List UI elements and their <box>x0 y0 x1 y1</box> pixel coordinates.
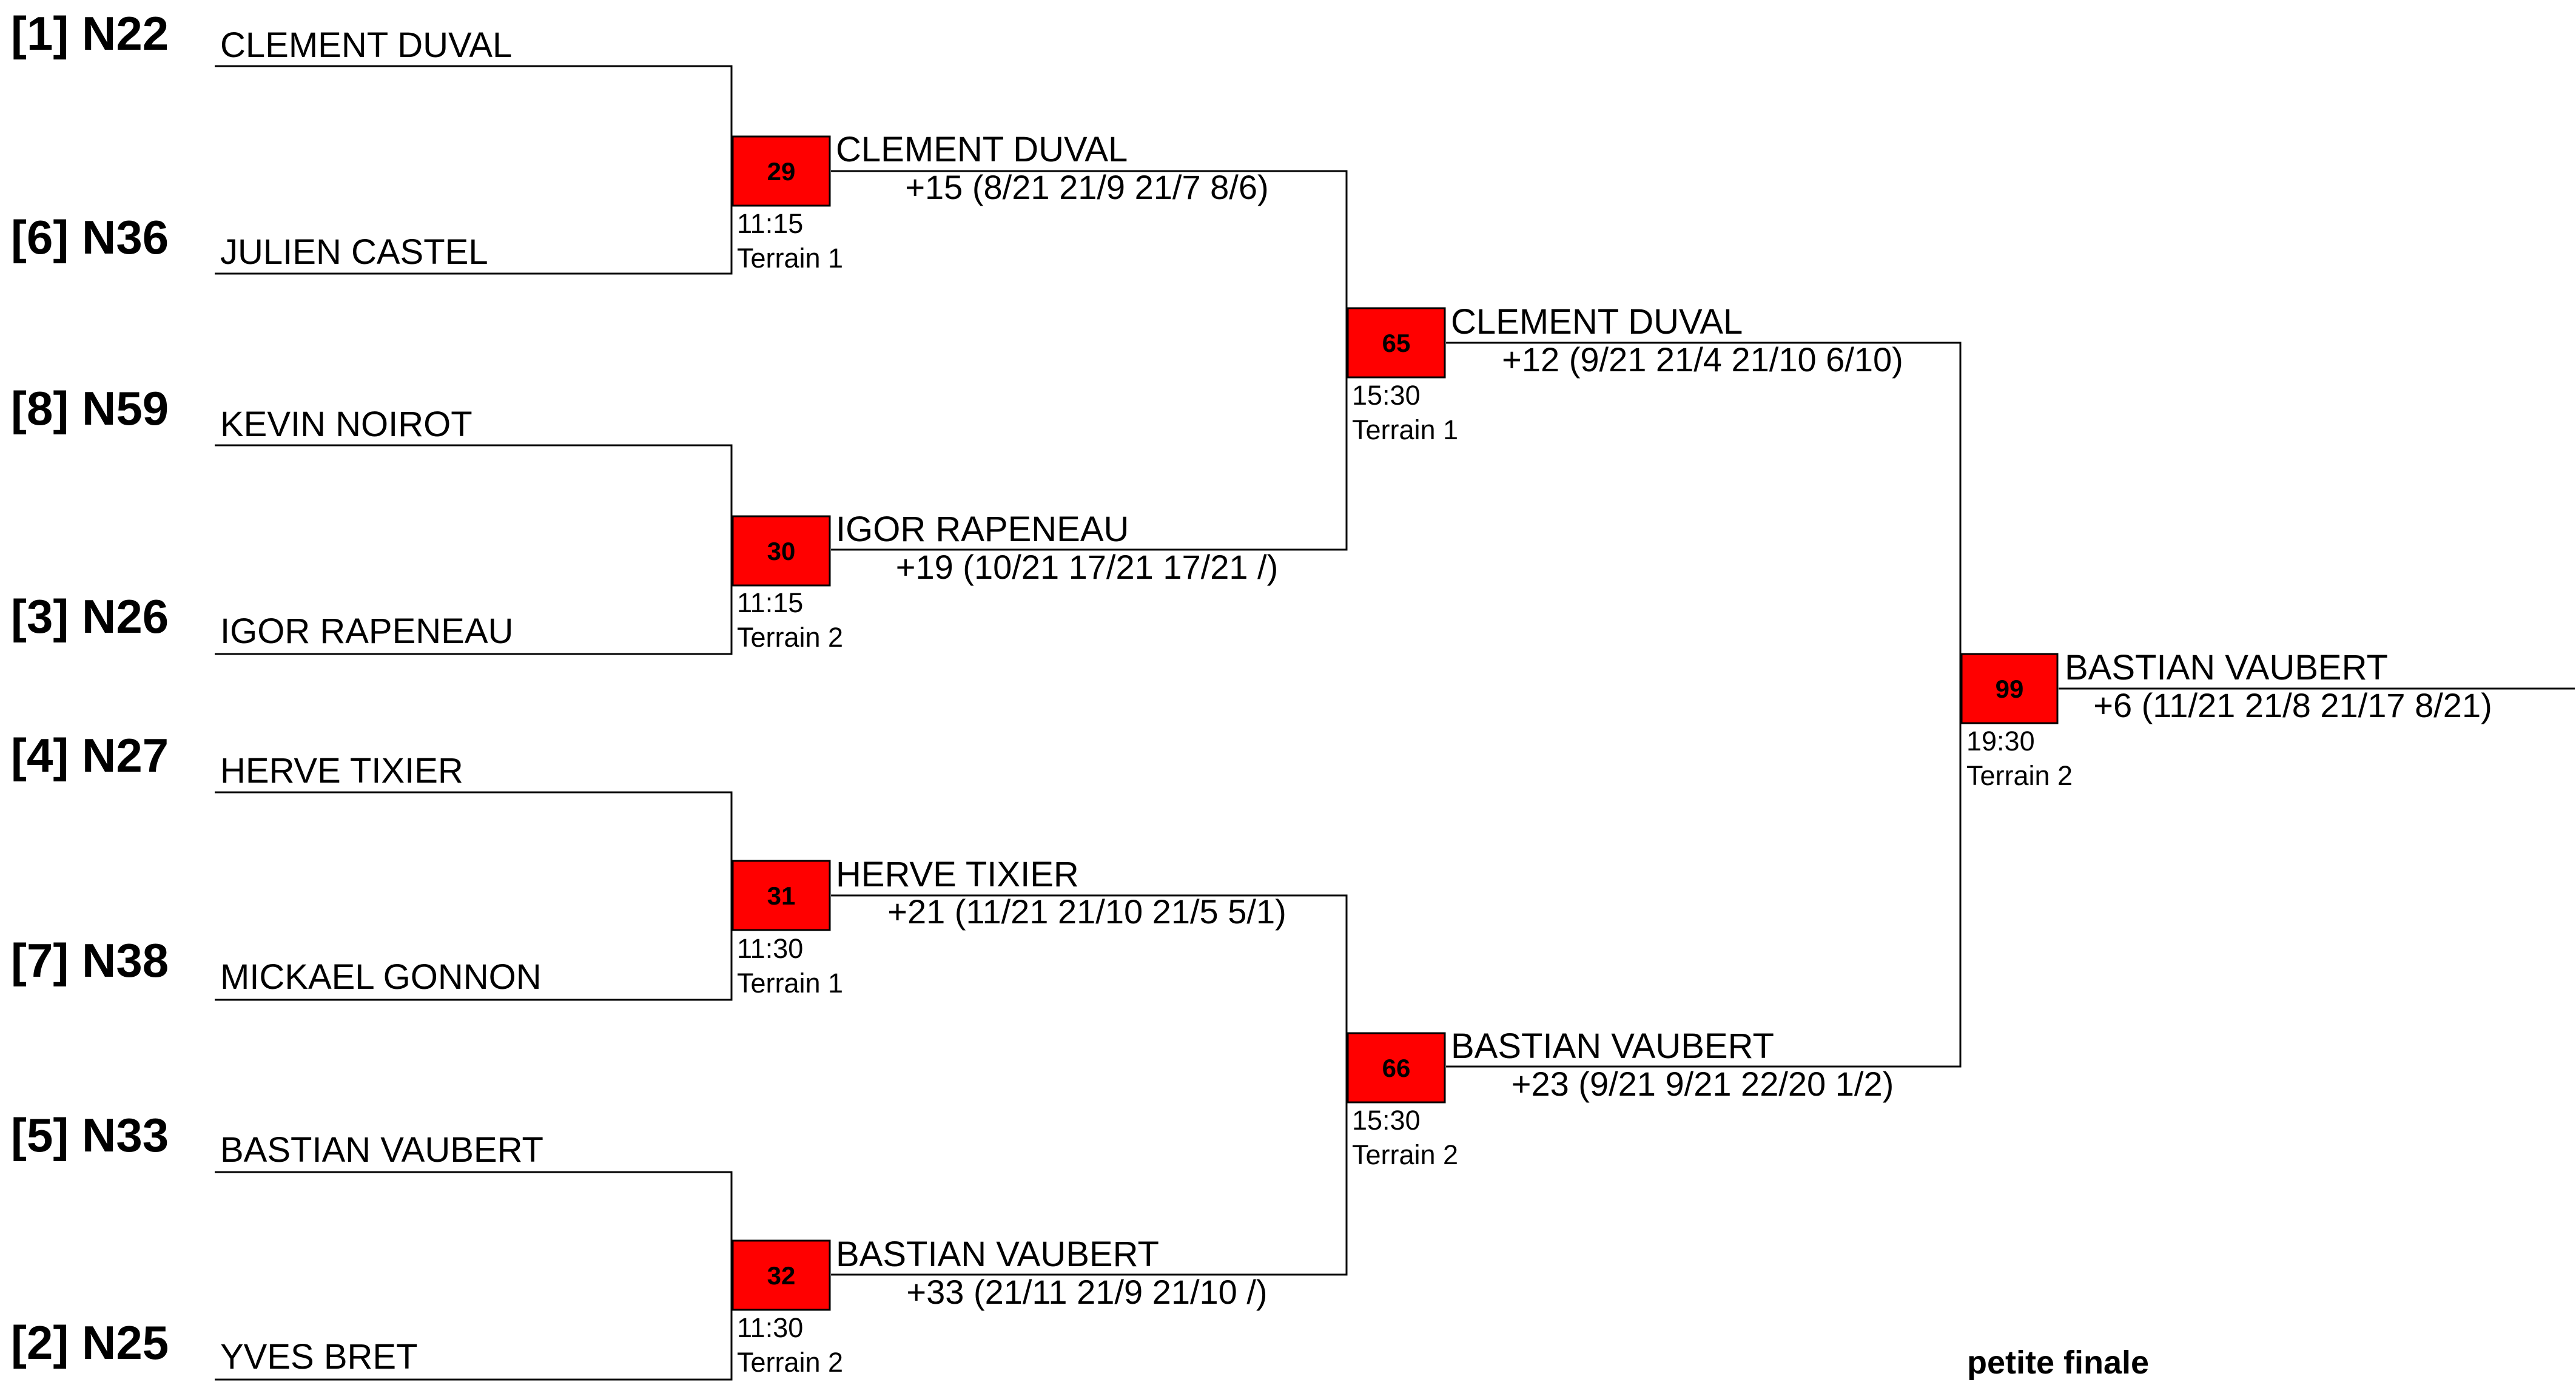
match-number: 30 <box>767 537 796 565</box>
entrant-name: JULIEN CASTEL <box>220 232 488 272</box>
match-score: +33 (21/11 21/9 21/10 /) <box>906 1273 1268 1311</box>
match-30 <box>733 510 1278 653</box>
entrant-name: MICKAEL GONNON <box>220 957 542 997</box>
match-court: Terrain 2 <box>737 1347 844 1378</box>
entrant-name: HERVE TIXIER <box>220 751 463 790</box>
match-winner: CLEMENT DUVAL <box>836 130 1128 169</box>
match-31 <box>733 855 1286 999</box>
match-number: 31 <box>767 881 796 910</box>
entrant-seed: [8] N59 <box>11 382 169 435</box>
match-score: +19 (10/21 17/21 17/21 /) <box>895 548 1279 586</box>
match-winner: BASTIAN VAUBERT <box>1451 1026 1774 1066</box>
entrant-seed: [2] N25 <box>11 1316 169 1369</box>
entrant-3 <box>11 382 472 444</box>
entrant-name: IGOR RAPENEAU <box>220 612 514 651</box>
match-court: Terrain 1 <box>1352 414 1459 445</box>
match-time: 19:30 <box>1966 726 2035 757</box>
round3-bracket-lines <box>1446 343 1960 1067</box>
match-court: Terrain 1 <box>737 968 844 999</box>
final-winner: BASTIAN VAUBERT <box>2065 648 2388 687</box>
entrant-seed: [1] N22 <box>11 7 169 60</box>
entrant-seed: [5] N33 <box>11 1108 169 1162</box>
match-time: 11:30 <box>737 1312 804 1343</box>
match-number: 29 <box>767 157 796 186</box>
entrant-seed: [6] N36 <box>11 211 169 264</box>
match-score: +12 (9/21 21/4 21/10 6/10) <box>1502 340 1903 379</box>
match-winner: HERVE TIXIER <box>836 855 1079 894</box>
match-winner: CLEMENT DUVAL <box>1451 302 1743 342</box>
round2-bracket-lines <box>831 171 1347 1275</box>
match-score: +21 (11/21 21/10 21/5 5/1) <box>887 892 1286 931</box>
entrant-name: CLEMENT DUVAL <box>220 25 513 65</box>
entrant-5 <box>11 729 463 790</box>
match-score: +15 (8/21 21/9 21/7 8/6) <box>905 168 1269 206</box>
match-court: Terrain 1 <box>737 243 844 274</box>
entrant-1 <box>11 7 512 65</box>
match-court: Terrain 2 <box>737 622 844 653</box>
match-court: Terrain 2 <box>1352 1139 1459 1170</box>
final-score: +6 (11/21 21/8 21/17 8/21) <box>2093 686 2492 724</box>
entrant-2 <box>11 211 488 272</box>
match-29 <box>733 130 1269 274</box>
match-32 <box>733 1235 1268 1378</box>
entrant-4 <box>11 590 513 651</box>
match-time: 15:30 <box>1352 1105 1421 1136</box>
entrant-name: YVES BRET <box>220 1337 418 1377</box>
match-65 <box>1348 302 1903 445</box>
entrant-7 <box>11 1108 543 1170</box>
entrant-name: KEVIN NOIROT <box>220 405 472 444</box>
match-number: 32 <box>767 1261 796 1290</box>
match-time: 11:30 <box>737 933 804 964</box>
entrant-8 <box>11 1316 418 1377</box>
match-number: 65 <box>1382 329 1411 357</box>
match-winner: BASTIAN VAUBERT <box>836 1235 1159 1274</box>
entrant-seed: [3] N26 <box>11 590 169 643</box>
entrant-6 <box>11 934 542 997</box>
match-score: +23 (9/21 9/21 22/20 1/2) <box>1511 1065 1894 1103</box>
entrant-seed: [4] N27 <box>11 729 169 782</box>
match-number: 99 <box>1995 675 2024 703</box>
match-time: 11:15 <box>737 587 804 618</box>
match-time: 11:15 <box>737 208 804 239</box>
match-time: 15:30 <box>1352 380 1421 411</box>
petite-finale-label: petite finale <box>1967 1344 2150 1381</box>
match-winner: IGOR RAPENEAU <box>836 510 1129 549</box>
match-66 <box>1348 1026 1894 1170</box>
match-court: Terrain 2 <box>1966 760 2073 791</box>
entrant-seed: [7] N38 <box>11 934 169 987</box>
match-number: 66 <box>1382 1054 1411 1082</box>
entrant-name: BASTIAN VAUBERT <box>220 1130 543 1170</box>
match-99-final <box>1962 648 2575 791</box>
